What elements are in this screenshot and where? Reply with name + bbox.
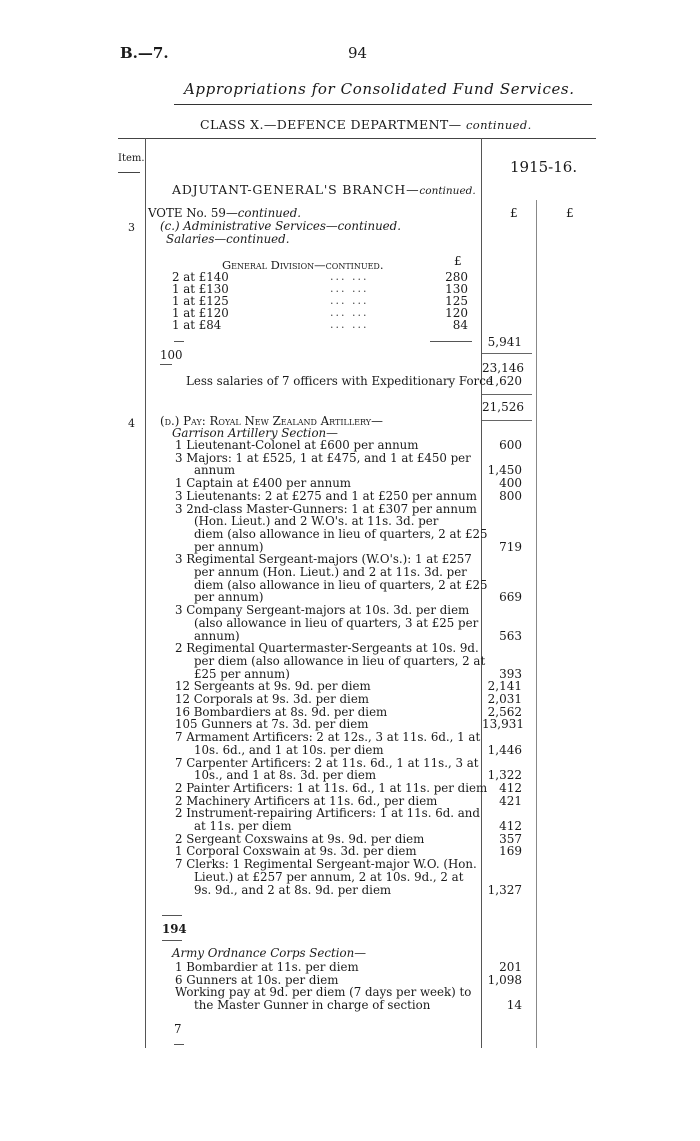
ordnance-heading: Army Ordnance Corps Section— <box>172 946 366 960</box>
leader-dots: ... ... <box>330 270 369 283</box>
division-row-text: 1 at £130 <box>172 282 229 296</box>
division-row-text: 2 at £140 <box>172 270 229 284</box>
pay-line-text: 7 Carpenter Artificers: 2 at 11s. 6d., 1 at 11s., 3 at <box>175 755 479 770</box>
ordnance-line-value: 201 <box>499 960 522 974</box>
pay-line-text: 2 Sergeant Coxswains at 9s. 9d. per diem <box>175 831 425 846</box>
division-row-value: 120 <box>445 306 468 320</box>
item3-salaries: Salaries—continued. <box>166 232 290 246</box>
pay-line-value: 393 <box>499 666 522 681</box>
pound-symbol-total: £ <box>566 206 574 220</box>
pay-line-text: per annum) <box>194 539 264 554</box>
page-number: 94 <box>348 44 368 62</box>
pay-line-value: 412 <box>499 819 522 833</box>
pay-line-text: 7 Clerks: 1 Regimental Sergeant-major W.O. (Hon. <box>175 857 477 872</box>
item4-heading: (d.) Pay: Royal New Zealand Artillery— <box>160 414 383 428</box>
pay-line-value: 2,141 <box>487 679 522 694</box>
pay-line-text: (Hon. Lieut.) and 2 W.O's. at 11s. 3d. per <box>194 514 439 529</box>
leader-dots: ... ... <box>330 306 369 319</box>
pay-line-value: 421 <box>499 793 522 808</box>
document-code: B.—7. <box>120 44 169 62</box>
vote-continued: continued. <box>237 206 302 220</box>
item3-division: General Division—continued. <box>222 258 384 272</box>
item3-pound-col: £ <box>454 254 462 268</box>
division-row-value: 84 <box>452 318 468 332</box>
item-column-header: Item. <box>118 153 145 164</box>
pay-line-text: 2 Regimental Quartermaster-Sergeants at 10s. 9d. <box>175 641 479 656</box>
ordnance-count: 7 <box>174 1022 182 1036</box>
ordnance-line-value: 14 <box>506 997 522 1012</box>
pay-line-text: 1 Corporal Coxswain at 9s. 3d. per diem <box>175 844 417 859</box>
pay-line-value: 719 <box>499 539 522 554</box>
item3-net-underline <box>482 420 532 421</box>
pound-symbol-amount: £ <box>510 206 518 220</box>
item-head-rule <box>118 172 140 173</box>
pay-line-text: 3 Company Sergeant-majors at 10s. 3d. per diem <box>175 603 470 618</box>
pay-line-value: 1,446 <box>487 742 522 757</box>
pay-line-text: 12 Corporals at 9s. 3d. per diem <box>175 692 369 706</box>
pay-line-text: annum) <box>194 628 240 643</box>
item3-count: 100 <box>160 348 183 362</box>
item4-count-rule2 <box>162 940 182 941</box>
pay-line-text: diem (also allowance in lieu of quarters, 2 at £25 <box>194 526 488 541</box>
pay-line-text: 3 Lieutenants: 2 at £275 and 1 at £250 per annum <box>175 488 477 503</box>
section-main: ADJUTANT-GENERAL'S BRANCH— <box>172 182 420 197</box>
pay-line-text: 7 Armament Artificers: 2 at 12s., 3 at 11s. 6d., 1 at <box>175 730 481 745</box>
class-heading <box>200 117 532 132</box>
total-column-divider <box>536 200 537 1048</box>
pay-line-value: 2,031 <box>487 692 522 706</box>
pay-line-value: 669 <box>499 590 522 605</box>
pay-line-text: 2 Painter Artificers: 1 at 11s. 6d., 1 at 11s. per diem <box>175 780 488 795</box>
pay-line-value: 357 <box>499 831 522 846</box>
vote-heading <box>148 206 301 220</box>
pay-line-value: 13,931 <box>482 717 524 732</box>
year-column-header: 1915-16. <box>510 158 578 176</box>
title-rule <box>174 104 592 105</box>
item4-count: 194 <box>162 922 187 936</box>
pay-line-value: 600 <box>499 438 522 452</box>
pay-line-value: 169 <box>499 844 522 859</box>
item3-heading: (c.) Administrative Services—continued. <box>160 219 401 233</box>
pay-line-value: 2,562 <box>487 704 522 719</box>
item3-net: 21,526 <box>482 400 524 414</box>
pay-line-value: 563 <box>499 628 522 643</box>
item-number-3: 3 <box>128 221 135 234</box>
pay-line-text: 9s. 9d., and 2 at 8s. 9d. per diem <box>194 882 392 897</box>
ordnance-line-text: the Master Gunner in charge of section <box>194 997 431 1012</box>
pay-line-text: 10s. 6d., and 1 at 10s. per diem <box>194 742 384 757</box>
pay-line-value: 1,327 <box>487 882 522 897</box>
pay-line-text: 105 Gunners at 7s. 3d. per diem <box>175 717 369 732</box>
pay-line-value: 1,450 <box>487 463 522 478</box>
pay-line-text: 3 Majors: 1 at £525, 1 at £475, and 1 at £450 per <box>175 450 471 465</box>
pay-line-value: 800 <box>499 488 522 503</box>
item3-net-rule <box>482 394 532 395</box>
division-row-value: 130 <box>445 282 468 296</box>
pay-line-value: 1,322 <box>487 768 522 783</box>
pay-line-text: 3 2nd-class Master-Gunners: 1 at £307 per annum <box>175 501 477 516</box>
item-number-4: 4 <box>128 417 135 430</box>
pay-line-text: annum <box>194 463 236 478</box>
pay-line-text: per annum) <box>194 590 264 605</box>
leader-dots: ... ... <box>330 294 369 307</box>
pay-line-value: 400 <box>499 476 522 491</box>
pay-line-text: at 11s. per diem <box>194 819 292 833</box>
division-row-text: 1 at £120 <box>172 306 229 320</box>
class-main: CLASS X.—DEFENCE DEPARTMENT— <box>200 117 462 132</box>
pay-line-text: 12 Sergeants at 9s. 9d. per diem <box>175 679 371 694</box>
pay-line-value: 412 <box>499 780 522 795</box>
item4-count-rule <box>162 915 182 916</box>
pay-line-text: diem (also allowance in lieu of quarters, 2 at £25 <box>194 577 488 592</box>
pay-line-text: 2 Machinery Artificers at 11s. 6d., per diem <box>175 793 438 808</box>
page-title: Appropriations for Consolidated Fund Services. <box>184 80 575 98</box>
pay-line-text: (also allowance in lieu of quarters, 3 at £25 per <box>194 615 479 630</box>
ordnance-line-value: 1,098 <box>487 972 522 987</box>
section-continued: continued. <box>419 185 476 197</box>
item3-total: 23,146 <box>482 361 524 375</box>
item3-count-dash <box>174 341 184 342</box>
item3-less-value: 1,620 <box>487 374 522 388</box>
item4-sub-heading: Garrison Artillery Section— <box>172 426 338 440</box>
division-row-text: 1 at £84 <box>172 318 222 332</box>
ordnance-line-text: 6 Gunners at 10s. per diem <box>175 972 339 987</box>
vote-main: VOTE No. 59— <box>148 206 238 220</box>
pay-line-text: per diem (also allowance in lieu of quarters, 2 at <box>194 653 486 668</box>
ordnance-line-text: Working pay at 9d. per diem (7 days per week) to <box>175 985 472 999</box>
pay-line-text: 3 Regimental Sergeant-majors (W.O's.): 1 at £257 <box>175 552 472 567</box>
item3-less-text: Less salaries of 7 officers with Expeditionary Force <box>186 374 493 388</box>
pay-line-text: 2 Instrument-repairing Artificers: 1 at 11s. 6d. and <box>175 806 480 821</box>
pay-line-text: 1 Lieutenant-Colonel at £600 per annum <box>175 438 419 452</box>
pay-line-text: 10s., and 1 at 8s. 3d. per diem <box>194 768 377 783</box>
item3-subtotal: 5,941 <box>487 335 522 349</box>
pay-line-text: 1 Captain at £400 per annum <box>175 476 351 491</box>
ordnance-line-text: 1 Bombardier at 11s. per diem <box>175 960 359 974</box>
ordnance-count-dash <box>174 1044 184 1045</box>
division-row-text: 1 at £125 <box>172 294 229 308</box>
pay-line-text: £25 per annum) <box>194 666 290 681</box>
class-continued: continued. <box>465 118 532 132</box>
table-top-rule <box>118 138 596 139</box>
pay-line-text: per annum (Hon. Lieut.) and 2 at 11s. 3d. per <box>194 565 467 579</box>
item3-total-rule <box>482 353 532 354</box>
pay-line-text: 16 Bombardiers at 8s. 9d. per diem <box>175 704 388 719</box>
item3-count-dash2 <box>160 364 172 365</box>
division-row-value: 280 <box>445 270 468 284</box>
item-column-divider <box>145 138 146 1048</box>
item3-subtotal-rule <box>430 341 472 342</box>
leader-dots: ... ... <box>330 282 369 295</box>
leader-dots: ... ... <box>330 318 369 331</box>
section-heading <box>172 182 476 197</box>
pay-line-text: Lieut.) at £257 per annum, 2 at 10s. 9d., 2 at <box>194 869 464 884</box>
division-row-value: 125 <box>445 294 468 308</box>
